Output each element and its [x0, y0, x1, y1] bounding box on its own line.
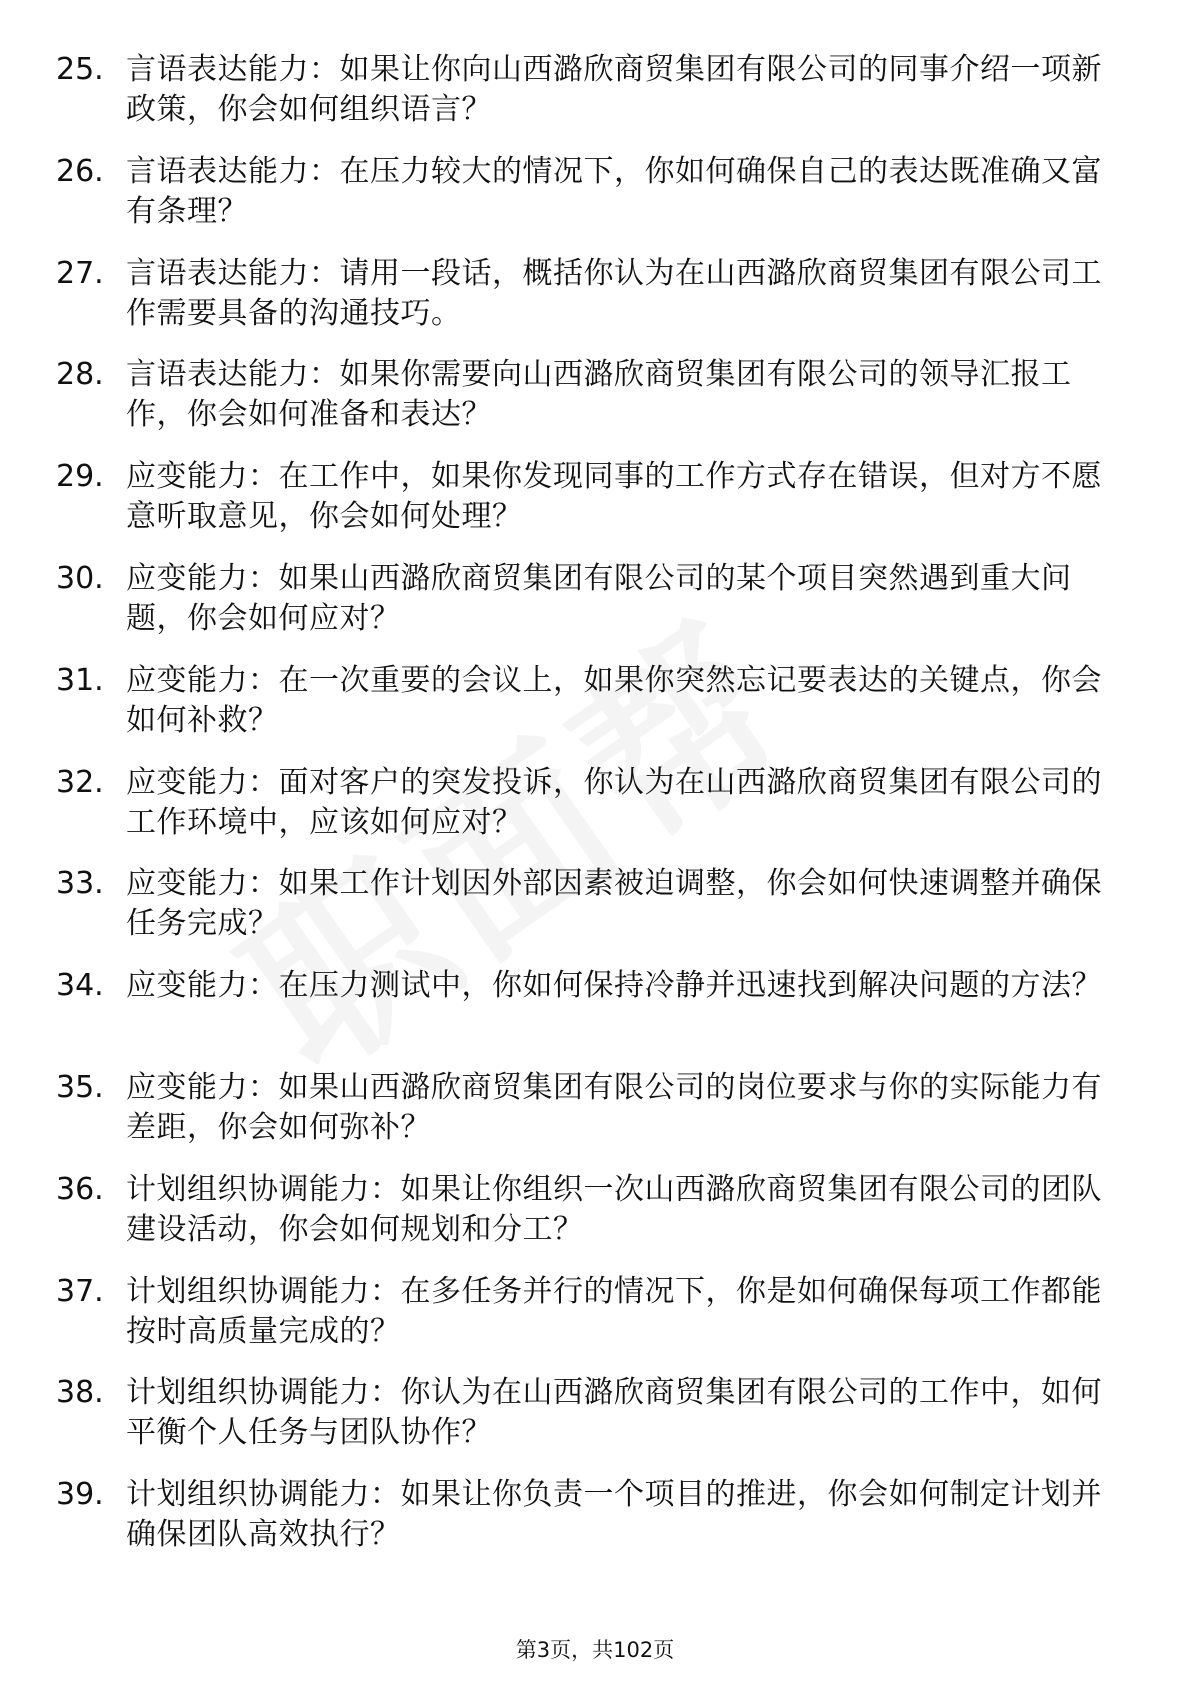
question-number: 26.: [56, 153, 104, 189]
question-number: 34.: [56, 968, 104, 1004]
question-text: 应变能力：如果工作计划因外部因素被迫调整，你会如何快速调整并确保任务完成？: [126, 866, 1102, 942]
question-item: [0, 457, 1190, 559]
question-number: 28.: [56, 357, 104, 393]
question-text: 应变能力：面对客户的突发投诉，你认为在山西潞欣商贸集团有限公司的工作环境中，应该如何应对？: [126, 764, 1102, 840]
question-text: 计划组织协调能力：你认为在山西潞欣商贸集团有限公司的工作中，如何平衡个人任务与团队协作？: [126, 1375, 1102, 1451]
question-item: [0, 661, 1190, 763]
question-item: [0, 355, 1190, 457]
question-text: 应变能力：在压力测试中，你如何保持冷静并迅速找到解决问题的方法？: [126, 968, 1102, 1004]
question-text: 应变能力：如果山西潞欣商贸集团有限公司的某个项目突然遇到重大问题，你会如何应对？: [126, 560, 1072, 636]
question-text: 言语表达能力：如果让你向山西潞欣商贸集团有限公司的同事介绍一项新政策，你会如何组织语言？: [126, 52, 1102, 127]
question-item: [0, 152, 1190, 254]
question-item: [0, 1170, 1190, 1272]
question-number: 35.: [56, 1069, 104, 1105]
question-item: [0, 1272, 1190, 1374]
question-item: [0, 1475, 1190, 1577]
question-number: 31.: [56, 662, 104, 698]
page-number: 第3页，共102页: [515, 1638, 675, 1662]
question-text: 言语表达能力：在压力较大的情况下，你如何确保自己的表达既准确又富有条理？: [126, 153, 1102, 229]
question-number: 39.: [56, 1477, 104, 1513]
question-text: 言语表达能力：如果你需要向山西潞欣商贸集团有限公司的领导汇报工作，你会如何准备和表达？: [126, 357, 1072, 433]
question-number: 30.: [56, 560, 104, 596]
question-number: 25.: [56, 52, 104, 87]
question-item: [0, 864, 1190, 966]
question-text: 计划组织协调能力：在多任务并行的情况下，你是如何确保每项工作都能按时高质量完成的？: [126, 1273, 1102, 1349]
question-text: 应变能力：在一次重要的会议上，如果你突然忘记要表达的关键点，你会如何补救？: [126, 662, 1102, 738]
question-item: [0, 254, 1190, 356]
question-text: 应变能力：如果山西潞欣商贸集团有限公司的岗位要求与你的实际能力有差距，你会如何弥补？: [126, 1069, 1102, 1145]
question-text: 计划组织协调能力：如果让你组织一次山西潞欣商贸集团有限公司的团队建设活动，你会如何规划和分工？: [126, 1171, 1102, 1247]
question-list: [0, 50, 1190, 1577]
question-item: [0, 1373, 1190, 1475]
question-number: 33.: [56, 866, 104, 902]
question-item: [0, 50, 1190, 152]
question-number: 38.: [56, 1375, 104, 1411]
question-number: 36.: [56, 1171, 104, 1207]
question-text: 计划组织协调能力：如果让你负责一个项目的推进，你会如何制定计划并确保团队高效执行？: [126, 1477, 1102, 1553]
question-text: 应变能力：在工作中，如果你发现同事的工作方式存在错误，但对方不愿意听取意见，你会如何处理？: [126, 459, 1102, 535]
question-number: 29.: [56, 459, 104, 495]
question-item: [0, 763, 1190, 865]
question-text: 言语表达能力：请用一段话，概括你认为在山西潞欣商贸集团有限公司工作需要具备的沟通技巧。: [126, 255, 1102, 331]
question-item: [0, 559, 1190, 661]
question-item: [0, 966, 1190, 1068]
question-number: 32.: [56, 764, 104, 800]
question-number: 37.: [56, 1273, 104, 1309]
question-number: 27.: [56, 255, 104, 291]
question-item: [0, 1068, 1190, 1170]
